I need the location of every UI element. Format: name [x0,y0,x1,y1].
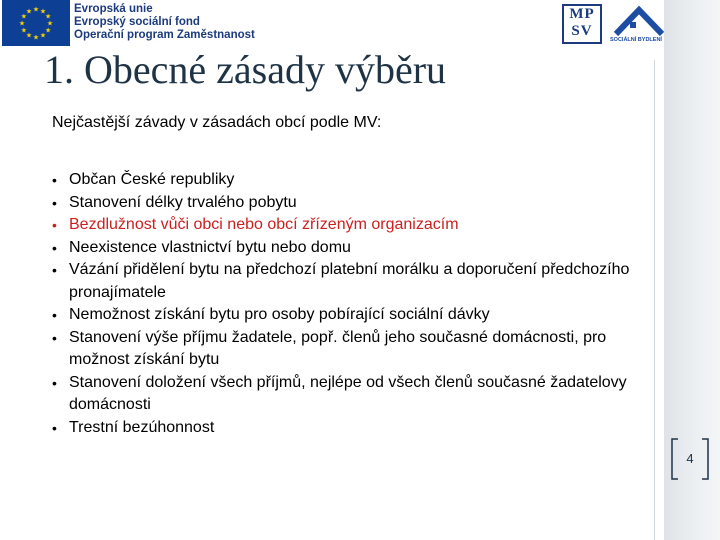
bullet-item [52,259,652,304]
bullet-dot-icon: • [52,217,57,233]
bullet-list [52,169,652,439]
bullet-item [52,327,652,372]
bullet-dot-icon: • [52,262,57,278]
bullet-text: Občan České republiky [69,171,235,188]
bullet-text: Vázání přidělení bytu na předchozí platební morálku a doporučení předchozího pronajímatele [69,261,630,301]
eu-star-icon: ★ [32,6,40,14]
bullet-dot-icon: • [52,307,57,323]
bullet-text: Bezdlužnost vůči obci nebo obcí zřízeným organizacím [69,216,459,233]
bullet-text: Stanovení výše příjmu žadatele, popř. členů jeho současné domácnosti, pro možnost získání bytu [69,328,607,368]
bullet-text: Nemožnost získání bytu pro osoby pobírající sociální dávky [69,306,490,323]
bullet-item [52,417,652,440]
slide-title: 1. Obecné zásady výběru [44,47,447,92]
eu-line-1: Evropská unie [74,3,153,15]
eu-line-3: Operační program Zaměstnanost [74,29,255,41]
eu-star-icon: ★ [20,13,28,21]
bullet-dot-icon: • [52,194,57,211]
bullet-item [52,372,652,417]
bullet-text: Stanovení délky trvalého pobytu [69,193,297,211]
eu-text [74,3,255,42]
page-number: 4 [686,451,694,466]
bullet-dot-icon: • [52,239,57,256]
right-divider [654,60,655,540]
slide-subtitle: Nejčastější závady v zásadách obcí podle MV: [52,114,382,131]
eu-star-icon: ★ [18,20,26,28]
bullet-text: Stanovení doložení všech příjmů, nejlépe od všech členů současné žadatelovy domácnosti [69,373,627,413]
eu-star-icon: ★ [32,34,40,42]
eu-line-2: Evropský sociální fond [74,16,200,28]
eu-star-icon: ★ [20,27,28,35]
bullet-dot-icon: • [52,329,57,346]
eu-flag-icon [2,0,70,46]
bullet-dot-icon: • [52,419,57,436]
bullet-item [52,304,652,327]
eu-star-icon: ★ [46,20,54,28]
eu-logo [2,0,255,46]
bullet-text: Trestní bezúhonnost [69,418,215,436]
eu-star-icon: ★ [25,32,33,40]
bullet-dot-icon: • [52,374,57,391]
mpsv-line-1: MP [569,6,595,22]
page-number-box [670,437,720,481]
bullet-text: Neexistence vlastnictví bytu nebo domu [69,238,351,256]
eu-star-icon: ★ [44,27,52,35]
bullet-dot-icon: • [52,172,57,188]
bullet-item [52,192,652,215]
eu-star-icon: ★ [25,8,33,16]
mpsv-logo [562,4,602,44]
eu-star-icon: ★ [39,32,47,40]
mpsv-line-2: SV [571,23,593,39]
bullet-item-highlighted [52,214,652,237]
eu-star-icon: ★ [44,13,52,21]
eu-star-icon: ★ [39,8,47,16]
bullet-item [52,169,652,192]
bullet-item [52,237,652,260]
social-housing-label: SOCIÁLNÍ BYDLENÍ [610,37,662,43]
